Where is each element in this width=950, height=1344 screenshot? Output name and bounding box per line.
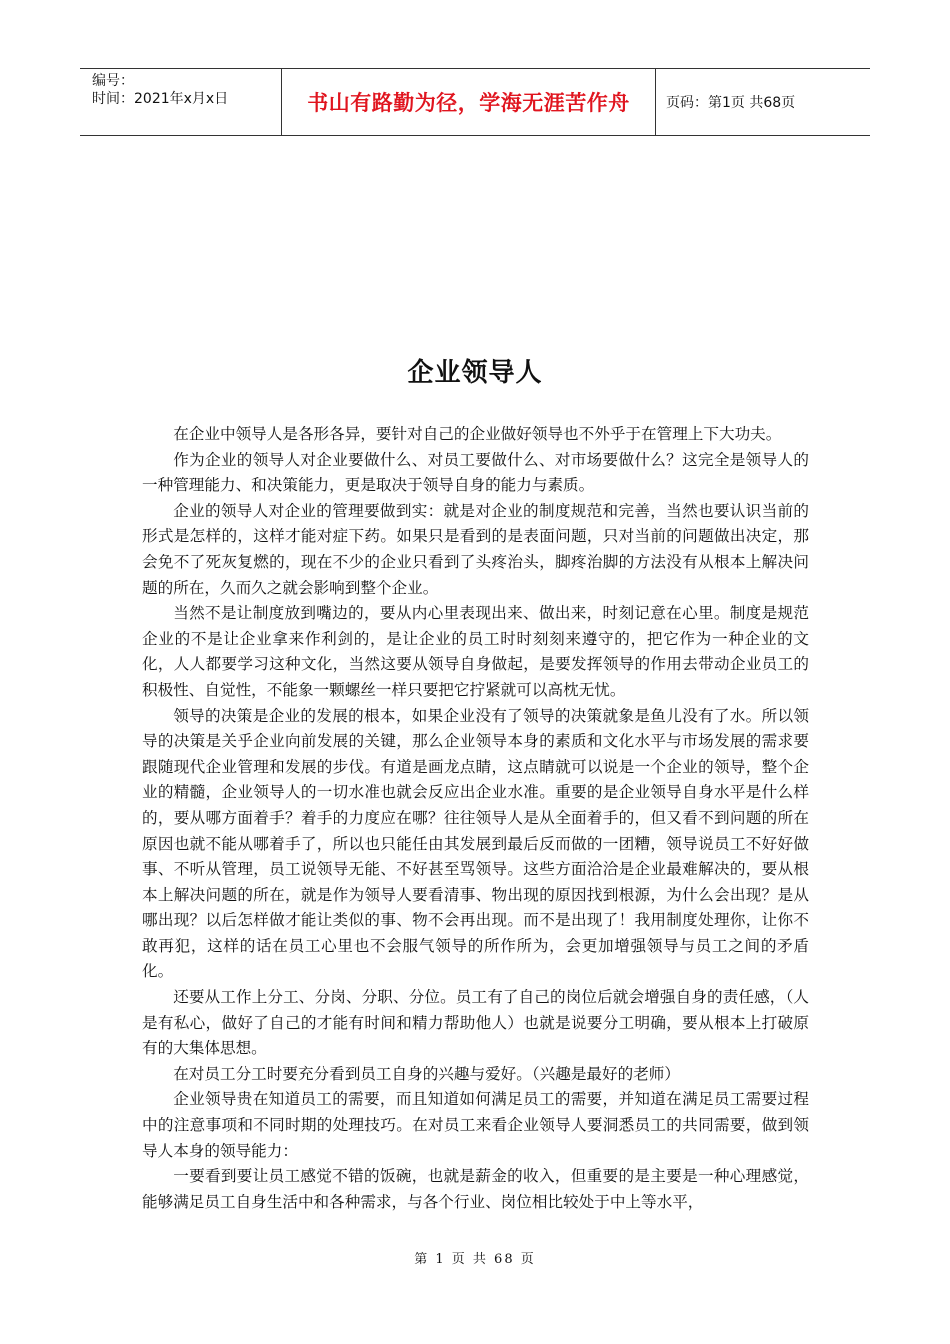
paragraph: 作为企业的领导人对企业要做什么、对员工要做什么、对市场要做什么？这完全是领导人的一种管理能力、和决策能力，更是取决于领导自身的能力与素质。 [142,450,809,495]
paragraph: 一要看到要让员工感觉不错的饭碗，也就是薪金的收入，但重要的是主要是一种心理感觉，能够满足员工自身生活中和各种需求，与各个行业、岗位相比较处于中上等水平， [142,1167,809,1211]
header-motto: 书山有路勤为径，学海无涯苦作舟 [282,69,656,135]
header-meta [80,69,282,135]
document-body [142,422,809,1215]
document-header [80,68,870,136]
paragraph: 在企业中领导人是各形各异，要针对自己的企业做好领导也不外乎于在管理上下大功夫。 [173,425,782,443]
header-date-label: 时间：2021年x月x日 [92,91,229,107]
header-page-info: 页码：第1页 共68页 [666,95,796,111]
paragraph: 领导的决策是企业的发展的根本，如果企业没有了领导的决策就象是鱼儿没有了水。所以领导的决策是关乎企业向前发展的关键，那么企业领导本身的素质和文化水平与市场发展的需求要跟随现代企业管理和发展的步伐。有道是画龙点睛，这点睛就可以说是一个企业的领导，整个企业的精髓，企业领导人的一切水准也就会反应出企业水准。重要的是企业领导自身水平是什么样的，要从哪方面着手？着手的力度应在哪？往往领导人是从全面着手的，但又看不到问题的所在原因也就不能从哪着手了，所以也只能任由其发展到最后反而做的一团糟，领导说员工不好好做事、不听从管理，员工说领导无能、不好甚至骂领导。这些方面洽洽是企业最难解决的，要从根本上解决问题的所在，就是作为领导人要看清事、物出现的原因找到根源，为什么会出现？是从哪出现？以后怎样做才能让类似的事、物不会再出现。而不是出现了！我用制度处理你，让你不敢再犯，这样的话在员工心里也不会服气领导的所作所为，会更加增强领导与员工之间的矛盾化。 [142,706,809,981]
paragraph: 在对员工分工时要充分看到员工自身的兴趣与爱好。（兴趣是最好的老师） [173,1064,680,1083]
paragraph: 企业的领导人对企业的管理要做到实：就是对企业的制度规范和完善，当然也要认识当前的形式是怎样的，这样才能对症下药。如果只是看到的是表面问题，只对当前的问题做出决定，那会免不了死灰复燃的，现在不少的企业只看到了头疼治头，脚疼治脚的方法没有从根本上解决问题的所在，久而久之就会影响到整个企业。 [142,501,809,597]
page-footer: 第 1 页 共 68 页 [414,1252,536,1267]
paragraph: 企业领导贵在知道员工的需要，而且知道如何满足员工的需要，并知道在满足员工需要过程中的注意事项和不同时期的处理技巧。在对员工来看企业领导人要洞悉员工的共同需要，做到领导人本身的领导能力： [142,1090,809,1160]
paragraph: 当然不是让制度放到嘴边的，要从内心里表现出来、做出来，时刻记意在心里。制度是规范企业的不是让企业拿来作利剑的，是让企业的员工时时刻刻来遵守的，把它作为一种企业的文化，人人都要学习这种文化，当然这要从领导自身做起，是要发挥领导的作用去带动企业员工的积极性、自觉性，不能象一颗螺丝一样只要把它拧紧就可以高枕无忧。 [142,604,809,699]
paragraph: 还要从工作上分工、分岗、分职、分位。员工有了自己的岗位后就会增强自身的责任感，（人是有私心，做好了自己的才能有时间和精力帮助他人）也就是说要分工明确，要从根本上打破原有的大集体思想。 [142,988,809,1058]
header-number-label: 编号： [92,73,134,89]
document-title: 企业领导人 [407,358,543,388]
